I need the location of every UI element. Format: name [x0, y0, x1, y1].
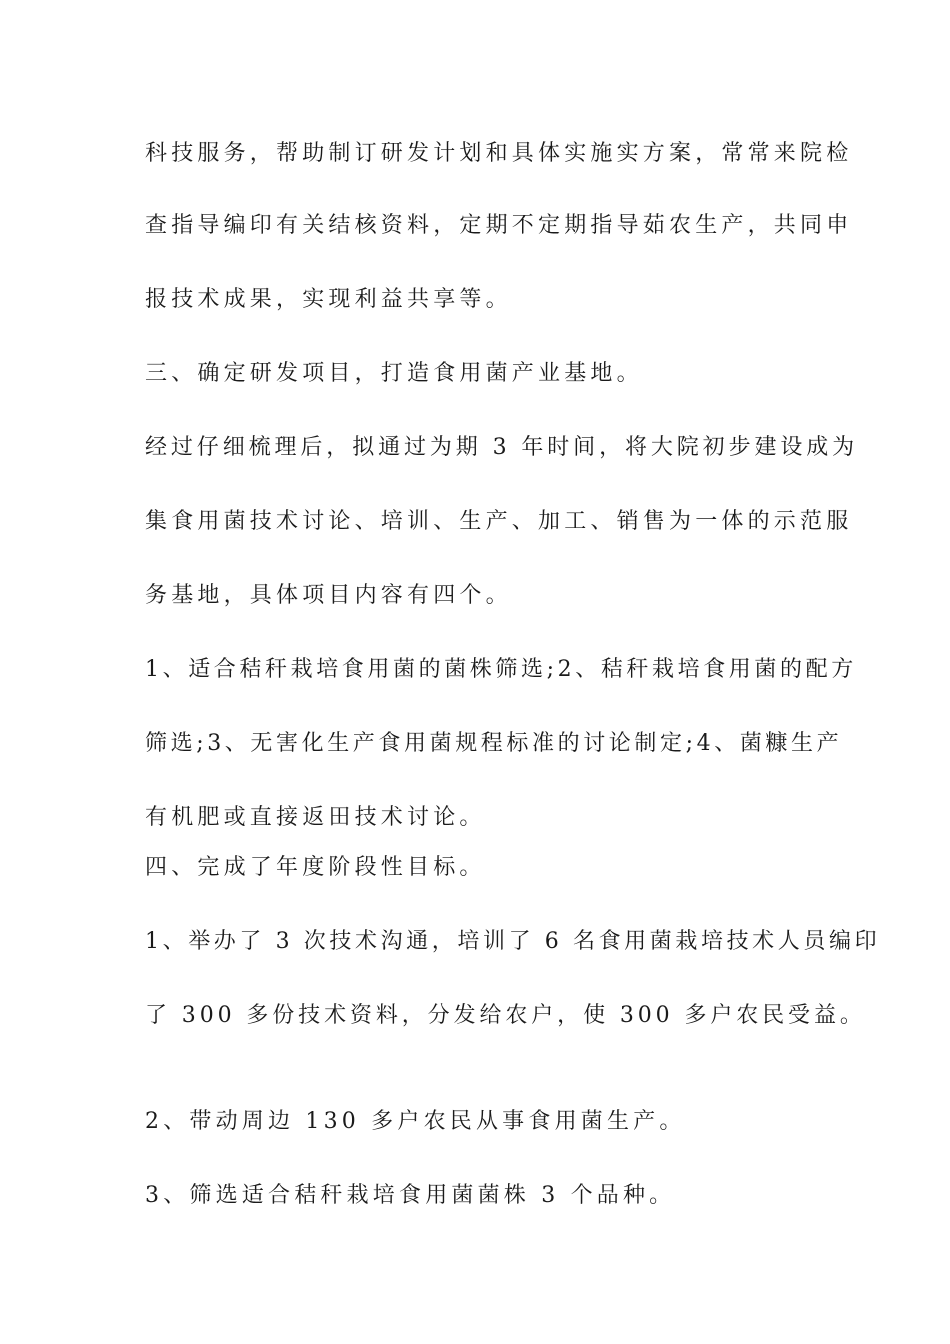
list-item-line-12: 1、举办了 3 次技术沟通，培训了 6 名食用菌栽培技术人员编印: [145, 929, 881, 954]
section-heading-3: 三、确定研发项目，打造食用菌产业基地。: [145, 361, 643, 386]
paragraph-line-1: 科技服务，帮助制订研发计划和具体实施实方案，常常来院检: [145, 141, 853, 166]
list-item-line-10: 有机肥或直接返田技术讨论。: [145, 805, 486, 830]
list-item-line-14: 2、带动周边 130 多户农民从事食用菌生产。: [145, 1109, 686, 1134]
list-item-line-9: 筛选;3、无害化生产食用菌规程标准的讨论制定;4、菌糠生产: [145, 731, 843, 756]
list-item-line-15: 3、筛选适合秸秆栽培食用菌菌株 3 个品种。: [145, 1183, 676, 1208]
section-heading-4: 四、完成了年度阶段性目标。: [145, 855, 486, 880]
paragraph-line-2: 查指导编印有关结核资料，定期不定期指导茹农生产，共同申: [145, 213, 853, 238]
list-item-line-8: 1、适合秸秆栽培食用菌的菌株筛选;2、秸秆栽培食用菌的配方: [145, 657, 857, 682]
paragraph-line-3: 报技术成果，实现利益共享等。: [145, 287, 512, 312]
paragraph-line-5: 经过仔细梳理后，拟通过为期 3 年时间，将大院初步建设成为: [145, 435, 859, 460]
list-item-line-13: 了 300 多份技术资料，分发给农户，使 300 多户农民受益。: [145, 1003, 866, 1028]
paragraph-line-7: 务基地，具体项目内容有四个。: [145, 583, 512, 608]
paragraph-line-6: 集食用菌技术讨论、培训、生产、加工、销售为一体的示范服: [145, 509, 853, 534]
